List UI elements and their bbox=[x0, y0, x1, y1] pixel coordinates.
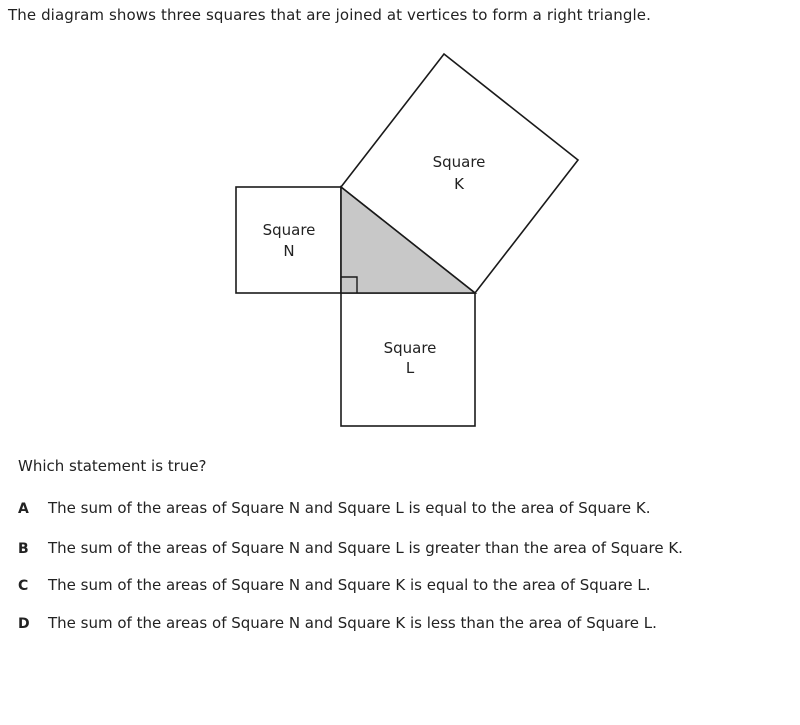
question-text: Which statement is true? bbox=[18, 457, 207, 475]
answer-option-b[interactable] bbox=[18, 539, 683, 557]
option-text: The sum of the areas of Square N and Square K is less than the area of Square L. bbox=[48, 614, 657, 632]
option-letter: C bbox=[18, 578, 29, 594]
square-n bbox=[236, 187, 341, 293]
square-k-letter: K bbox=[454, 175, 464, 193]
option-text: The sum of the areas of Square N and Square L is greater than the area of Square K. bbox=[48, 539, 683, 557]
option-text: The sum of the areas of Square N and Square L is equal to the area of Square K. bbox=[48, 499, 651, 517]
option-letter: D bbox=[18, 616, 30, 632]
answer-option-a[interactable] bbox=[18, 499, 650, 517]
square-k-label: Square bbox=[432, 153, 486, 171]
option-letter: B bbox=[18, 541, 29, 557]
square-n-letter: N bbox=[283, 242, 295, 260]
intro-text: The diagram shows three squares that are joined at vertices to form a right triangle. bbox=[8, 6, 651, 24]
option-letter: A bbox=[18, 501, 29, 517]
square-l-label: Square bbox=[383, 339, 437, 357]
option-text: The sum of the areas of Square N and Square K is equal to the area of Square L. bbox=[48, 576, 651, 594]
square-n-label: Square bbox=[262, 221, 316, 239]
square-l-letter: L bbox=[405, 359, 415, 377]
answer-option-c[interactable] bbox=[18, 576, 650, 594]
answer-option-d[interactable] bbox=[18, 614, 657, 632]
